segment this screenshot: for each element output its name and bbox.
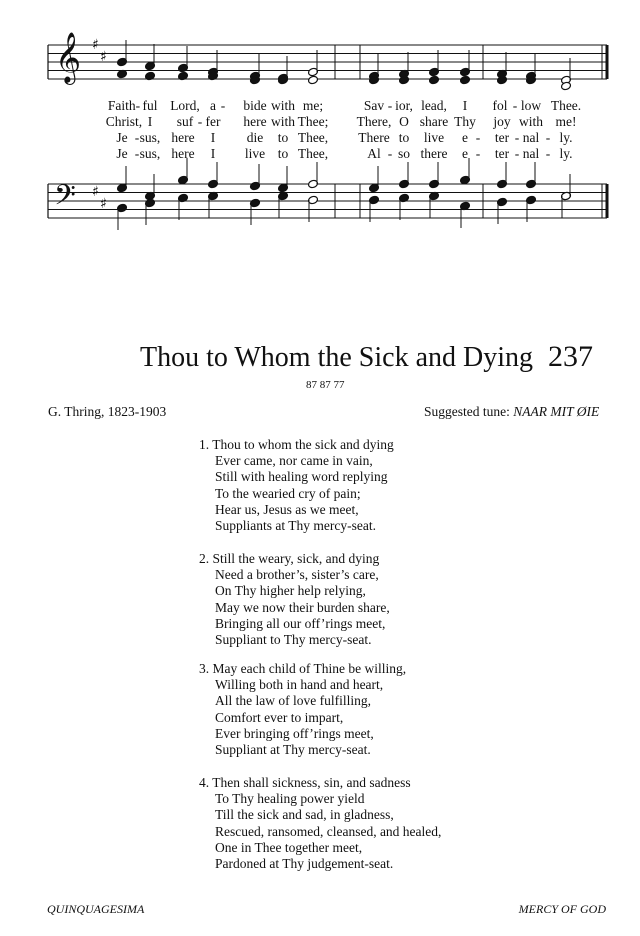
treble-clef-icon: 𝄞 <box>55 32 82 83</box>
verse-line: Bringing all our off’rings meet, <box>215 615 386 631</box>
lyric-syllable: e <box>462 130 468 145</box>
note-head <box>460 75 471 85</box>
hymn-title: Thou to Whom the Sick and Dying <box>140 342 533 373</box>
verse-line: Ever bringing off’rings meet, <box>215 725 374 741</box>
suggested-tune <box>424 404 599 420</box>
lyric-syllable: ly. <box>559 146 573 161</box>
verse-line: 2. Still the weary, sick, and dying <box>199 551 380 566</box>
lyric-syllable: there <box>420 146 448 161</box>
lyric-syllable: - <box>475 146 481 161</box>
tune-label: Suggested tune: <box>424 404 510 419</box>
lyric-syllable: here <box>171 130 195 145</box>
lyric-syllable: - <box>545 130 551 145</box>
lyric-syllable: Thee; <box>297 114 329 129</box>
verse-line: May we now their burden share, <box>215 599 390 615</box>
lyric-syllable: - <box>220 98 226 113</box>
verse-line: Hear us, Jesus as we meet, <box>215 501 359 517</box>
lyric-syllable: Christ, <box>105 114 143 129</box>
lyric-syllable: fol <box>492 98 508 113</box>
lyric-syllable: me! <box>555 114 577 129</box>
lyric-syllable: I <box>210 130 216 145</box>
footer-season: QUINQUAGESIMA <box>47 902 145 916</box>
lyric-syllable: fer <box>205 114 221 129</box>
verse-2 <box>199 551 390 648</box>
lyric-syllable: - <box>475 130 481 145</box>
verse-line: Willing both in hand and heart, <box>215 677 384 693</box>
verse-line: Need a brother’s, sister’s care, <box>215 567 379 583</box>
lyric-syllable: - <box>387 146 393 161</box>
lyric-syllable: - <box>512 98 518 113</box>
lyric-syllable: sus, <box>139 146 161 161</box>
verse-line: Till the sick and sad, in gladness, <box>215 807 394 823</box>
lyric-syllable: with <box>518 114 544 129</box>
lyric-syllable: ter <box>494 146 510 161</box>
lyric-line <box>0 130 640 146</box>
lyric-syllable: nal <box>522 146 540 161</box>
lyric-syllable: - <box>134 146 140 161</box>
verse-line: Comfort ever to impart, <box>215 709 344 725</box>
lyric-syllable: with <box>270 114 296 129</box>
lyric-syllable: bide <box>243 98 267 113</box>
verse-line: Suppliant at Thy mercy-seat. <box>215 742 371 758</box>
lyric-syllable: There <box>358 130 390 145</box>
lyric-syllable: Thee. <box>550 98 582 113</box>
lyric-syllable: ior, <box>395 98 413 113</box>
lyric-syllable: to <box>277 130 289 145</box>
lyric-syllable: e <box>462 146 468 161</box>
lyric-syllable: - <box>545 146 551 161</box>
lyric-syllable: here <box>243 114 267 129</box>
lyric-syllable: Thee, <box>297 130 329 145</box>
lyric-syllable: O <box>399 114 409 129</box>
lyric-syllable: Thee, <box>297 146 329 161</box>
verse-line: 1. Thou to whom the sick and dying <box>199 437 394 452</box>
verse-line: To Thy healing power yield <box>215 791 365 807</box>
lyric-syllable: lead, <box>421 98 447 113</box>
note-head <box>429 75 440 85</box>
lyric-line <box>0 98 640 114</box>
verse-line: Suppliant to Thy mercy-seat. <box>215 632 372 648</box>
lyric-line <box>0 114 640 130</box>
meter: 87 87 77 <box>306 379 345 391</box>
lyric-line <box>0 146 640 162</box>
sharp-sign: ♯ <box>92 37 99 53</box>
verse-line: On Thy higher help relying, <box>215 583 366 599</box>
hymn-number: 237 <box>548 340 593 373</box>
verse-line: Suppliants at Thy mercy-seat. <box>215 518 376 534</box>
lyric-syllable: here <box>171 146 195 161</box>
treble-staff <box>48 32 607 83</box>
verse-line: Still with healing word replying <box>215 469 388 485</box>
footer-topic: MERCY OF GOD <box>518 902 606 916</box>
lyric-syllable: ly. <box>559 130 573 145</box>
lyric-syllable: I <box>210 146 216 161</box>
verse-line: Rescued, ransomed, cleansed, and healed, <box>215 823 442 839</box>
verse-line: One in Thee together meet, <box>215 839 363 855</box>
lyric-syllable: I <box>462 98 468 113</box>
author: G. Thring, 1823-1903 <box>48 404 167 419</box>
lyric-syllable: ful <box>142 98 158 113</box>
lyric-syllable: a <box>210 98 216 113</box>
lyric-syllable: to <box>277 146 289 161</box>
lyric-syllable: ter <box>494 130 510 145</box>
lyric-syllable: Faith- <box>107 98 141 113</box>
lyric-syllable: live <box>244 146 266 161</box>
sharp-sign: ♯ <box>100 196 107 212</box>
lyric-syllable: Je <box>116 146 128 161</box>
lyric-syllable: low <box>520 98 542 113</box>
lyric-syllable: - <box>514 146 520 161</box>
lyric-syllable: Lord, <box>170 98 200 113</box>
verse-line: To the wearied cry of pain; <box>215 485 361 501</box>
bass-clef-icon: 𝄢 <box>54 179 76 219</box>
sharp-sign: ♯ <box>92 184 99 200</box>
lyric-syllable: so <box>397 146 411 161</box>
lyric-syllable: to <box>398 130 410 145</box>
tune-name: NAAR MIT ØIE <box>513 404 600 419</box>
lyric-syllable: - <box>514 130 520 145</box>
verse-line: Ever came, nor came in vain, <box>215 453 373 469</box>
lyric-syllable: nal <box>522 130 540 145</box>
verse-4 <box>199 775 441 872</box>
lyric-syllable: share <box>419 114 449 129</box>
verse-line: 4. Then shall sickness, sin, and sadness <box>199 775 411 790</box>
lyric-syllable: - <box>197 114 203 129</box>
lyric-syllable: - <box>134 130 140 145</box>
lyric-syllable: I <box>147 114 153 129</box>
lyric-syllable: live <box>423 130 445 145</box>
note-head <box>308 75 319 85</box>
lyric-syllable: Al <box>367 146 381 161</box>
lyric-syllable: suf <box>176 114 194 129</box>
lyric-syllable: Je <box>116 130 128 145</box>
lyric-syllable: There, <box>356 114 392 129</box>
lyric-syllable: joy <box>493 114 511 129</box>
lyric-syllable: sus, <box>139 130 161 145</box>
lyric-syllable: Thy <box>454 114 476 129</box>
lyric-syllable: - <box>387 98 393 113</box>
verse-3 <box>199 661 406 758</box>
lyric-syllable: with <box>270 98 296 113</box>
lyric-syllable: me; <box>302 98 324 113</box>
bass-staff <box>48 179 607 219</box>
lyric-syllable: die <box>246 130 264 145</box>
verse-line: Pardoned at Thy judgement-seat. <box>215 856 394 872</box>
verse-1 <box>199 437 394 534</box>
sharp-sign: ♯ <box>100 49 107 65</box>
verse-line: All the law of love fulfilling, <box>215 693 371 709</box>
lyric-syllable: Sav <box>363 98 385 113</box>
verse-line: 3. May each child of Thine be willing, <box>199 661 407 676</box>
